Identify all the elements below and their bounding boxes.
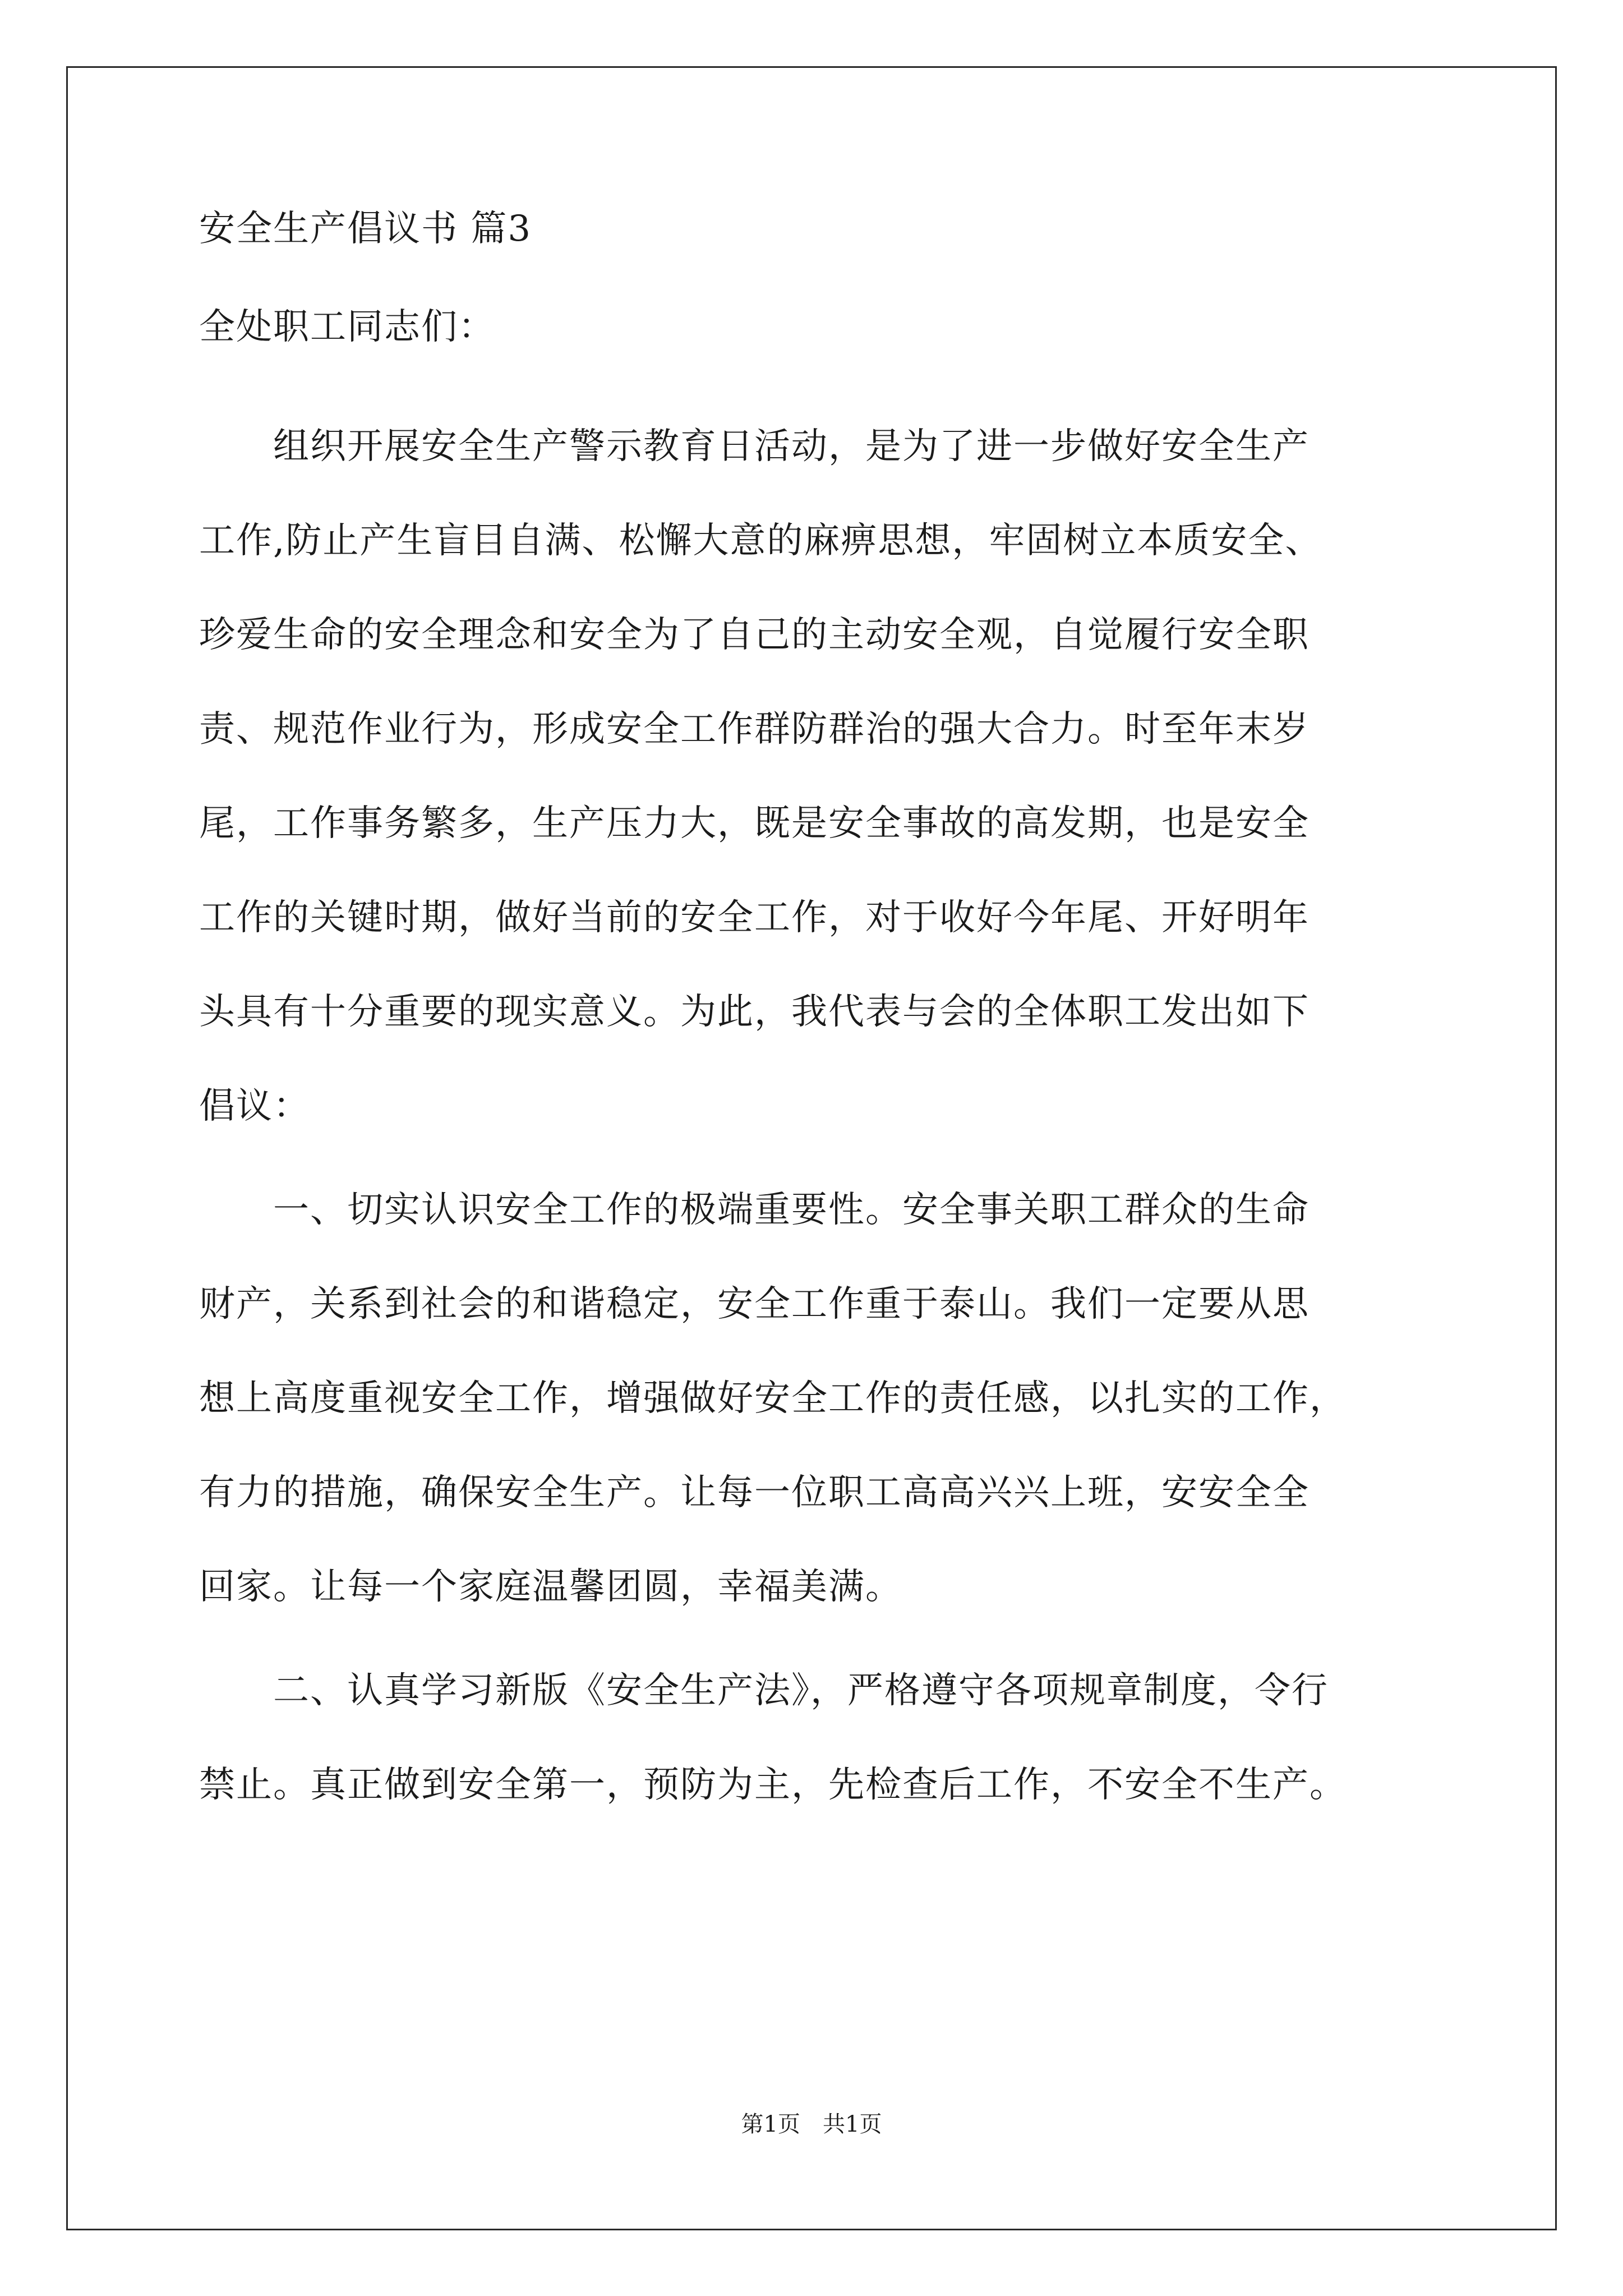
- text-line: 一、切实认识安全工作的极端重要性。安全事关职工群众的生命: [199, 1189, 1310, 1231]
- text-line: 责、规范作业行为，形成安全工作群防群治的强大合力。时至年末岁: [199, 708, 1310, 750]
- text-line: 禁止。真正做到安全第一，预防为主，先检查后工作，不安全不生产。: [199, 1764, 1347, 1806]
- text-line: 二、认真学习新版《安全生产法》，严格遵守各项规章制度，令行: [199, 1670, 1329, 1711]
- document-heading: 安全生产倡议书 篇3: [199, 208, 532, 250]
- text-line: 回家。让每一个家庭温馨团圆，幸福美满。: [199, 1566, 902, 1608]
- page-border: [66, 66, 1557, 2230]
- text-line: 头具有十分重要的现实意义。为此，我代表与会的全体职工发出如下: [199, 991, 1310, 1033]
- text-line: 财产，关系到社会的和谐稳定，安全工作重于泰山。我们一定要从思: [199, 1283, 1310, 1325]
- text-line: 想上高度重视安全工作，增强做好安全工作的责任感，以扎实的工作，: [199, 1378, 1347, 1419]
- text-line: 工作的关键时期，做好当前的安全工作，对于收好今年尾、开好明年: [199, 897, 1310, 938]
- text-line: 组织开展安全生产警示教育日活动，是为了进一步做好安全生产: [199, 426, 1310, 467]
- salutation: 全处职工同志们：: [199, 306, 495, 348]
- text-line: 珍爱生命的安全理念和安全为了自己的主动安全观，自觉履行安全职: [199, 614, 1310, 656]
- text-line: 工作,防止产生盲目自满、松懈大意的麻痹思想，牢固树立本质安全、: [199, 520, 1322, 562]
- text-line: 有力的措施，确保安全生产。让每一位职工高高兴兴上班，安安全全: [199, 1472, 1310, 1513]
- page-footer: 第1页 共1页: [741, 2111, 882, 2137]
- text-line: 倡议：: [199, 1085, 310, 1127]
- text-line: 尾，工作事务繁多，生产压力大，既是安全事故的高发期，也是安全: [199, 803, 1310, 844]
